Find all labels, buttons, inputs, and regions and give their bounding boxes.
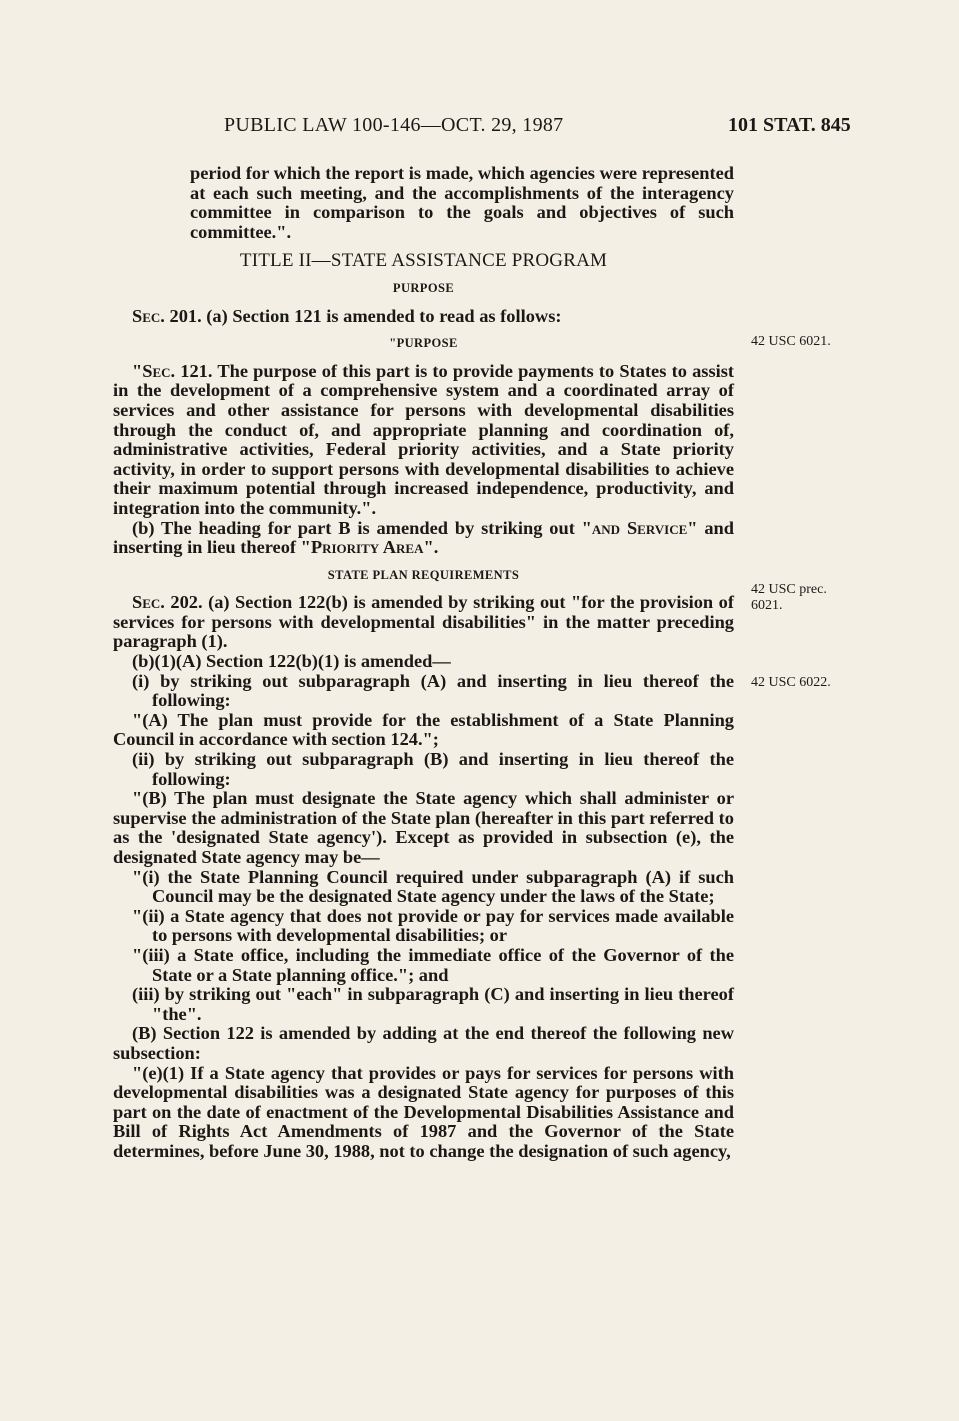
title-heading: TITLE II—STATE ASSISTANCE PROGRAM [239, 250, 608, 272]
quoted-iii: "(iii) a State office, including the immediate office of the Governor of the State or a State planning office."; and [132, 944, 734, 985]
text-run-smallcaps: and [591, 517, 621, 538]
page-header-stat: 101 STAT. 845 [728, 114, 851, 136]
section-201-b [113, 519, 734, 558]
text-run-smallcaps: Priority Area [310, 537, 424, 558]
quoted-i: "(i) the State Planning Council required under subparagraph (A) if such Council may be the designated State agency under the laws of the State; [132, 866, 734, 907]
section-121-text [113, 362, 734, 519]
document-body [113, 164, 734, 1162]
caption-purpose-quoted: "PURPOSE [389, 336, 458, 351]
margin-note-line: 42 USC prec. [751, 582, 827, 597]
quoted-B: "(B) The plan must designate the State agency which shall administer or supervise the administration of the State plan (hereafter in this part referred to as the 'designated State agency'). Except as provided in subsection (e), the designated State agency may be— [113, 788, 734, 867]
caption-state-plan: STATE PLAN REQUIREMENTS [327, 567, 520, 582]
section-202-a [113, 593, 734, 652]
text-run-smallcaps: Service [626, 517, 688, 538]
caption-purpose: PURPOSE [392, 280, 455, 295]
quoted-ii: "(ii) a State agency that does not provide or pay for services made available to persons with developmental disabilities; or [132, 905, 734, 946]
text-run: ". [423, 537, 439, 558]
section-201-a-text: . 201. (a) Section 121 is amended to read as follows: [160, 305, 562, 326]
quoted-e1: "(e)(1) If a State agency that provides or pays for services for persons with developmental disabilities was a designated State agency for purposes of this part on the date of enactment of the Developmental Disabilities Assistance and Bill of Rights Act Amendments of 1987 and the Governor of the State determines, before June 30, 1988, not to change the designation of such agency, [113, 1062, 734, 1161]
clause-i: (i) by striking out subparagraph (A) and inserting in lieu thereof the following: [132, 670, 734, 711]
margin-note-usc-6021: 42 USC 6021. [751, 334, 831, 349]
subsection-b1A: (b)(1)(A) Section 122(b)(1) is amended— [132, 651, 451, 672]
clause-iii: (iii) by striking out "each" in subparagraph (C) and inserting in lieu thereof "the". [132, 984, 734, 1024]
margin-note-line: 6021. [751, 598, 783, 613]
subsection-B: (B) Section 122 is amended by adding at the end thereof the following new subsection: [113, 1023, 734, 1063]
paragraph-continuation: period for which the report is made, which agencies were represented at each such meeting, and the accomplishments of the interagency committee in comparison to the goals and objectives of such committee.". [190, 163, 734, 242]
sec-label: Sec [132, 305, 161, 326]
quoted-A: "(A) The plan must provide for the establishment of a State Planning Council in accordance with section 124."; [113, 709, 734, 750]
section-202-a-text: . 202. (a) Section 122(b) is amended by striking out "for the provision of services for persons with developmental disabilities" in the matter preceding paragraph (1). [113, 592, 734, 652]
text-run: " and inserting in lieu thereof " [113, 517, 734, 558]
clause-ii: (ii) by striking out subparagraph (B) and inserting in lieu thereof the following: [132, 749, 734, 789]
margin-note-usc-prec [751, 582, 827, 614]
margin-note-usc-6022: 42 USC 6022. [751, 675, 831, 690]
section-121-body: . 121. The purpose of this part is to provide payments to States to assist in the development of a comprehensive system and a coordinated array of services and other assistance for persons with developmental disabilities through the conduct of, and appropriate planning and coordination of, administrative activities, Federal priority activities, and a State priority activity, in order to support persons with developmental disabilities to achieve their maximum potential through increased independence, productivity, and integration into the community.". [113, 360, 734, 518]
section-201-a [113, 307, 734, 327]
sec-label: "Sec [132, 360, 171, 381]
page-header-title: PUBLIC LAW 100-146—OCT. 29, 1987 [224, 114, 564, 136]
sec-label: Sec [132, 592, 161, 613]
text-run: (b) The heading for part B is amended by striking out " [132, 517, 592, 538]
